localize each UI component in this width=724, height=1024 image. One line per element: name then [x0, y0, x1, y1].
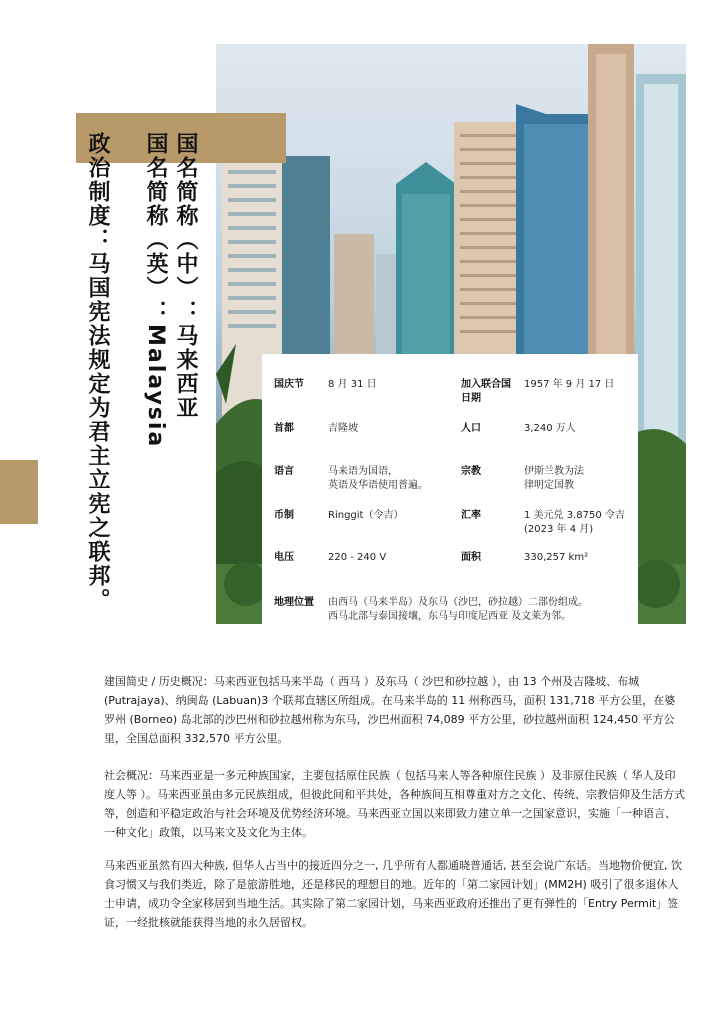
living-paragraph: 马来西亚虽然有四大种族, 但华人占当中的接近四分之一, 几乎所有人都通晓普通话, 甚至会说广东话。当地物价便宜, 饮食习惯又与我们类近，除了是旅游胜地，还是移民的理想目的地。近年的「第二家园计划」(MM2H) 吸引了很多退休人士申请，成功令全家移居到当地生活。其实除了第二家园计划，马来西亚政府还推出了更有弹性的「Entry Permit」签证，一经批核就能获得当地的永久居留权。 [104, 859, 682, 929]
country-name-english: 国名简称（英）：Malaysia [143, 132, 168, 449]
national-day-value: 8 月 31 日 [328, 379, 377, 390]
un-join-label: 加入联合国日期 [461, 379, 511, 404]
currency-label: 币制 [274, 510, 294, 521]
language-value-line2: 英语及华语使用普遍。 [328, 480, 428, 491]
capital-value: 吉隆坡 [328, 423, 358, 434]
capital-label: 首都 [274, 423, 294, 434]
currency-value: Ringgit（令吉） [328, 510, 404, 521]
area-value: 330,257 km² [524, 552, 589, 563]
society-paragraph: 社会概况：马来西亚是一多元种族国家，主要包括原住民族（ 包括马来人等各种原住民族 ）及非原住民族（ 华人及印度人等 ）。马来西亚虽由多元民族组成，但彼此间和平共处，各种族间互相尊重对方之文化、传统、宗教信仰及生活方式等，创造和平稳定政治与社会环境及优势经济环境。马来西亚立国以来即致力建立单一之国家意识，实施「一种语言、一种文化」政策，以马来文及文化为主体。 [104, 769, 685, 839]
un-join-value: 1957 年 9 月 17 日 [524, 379, 615, 390]
geography-label: 地理位置 [274, 597, 314, 608]
language-label: 语言 [274, 466, 294, 477]
political-system: 政治制度：马国宪法规定为君主立宪之联邦。 [85, 132, 110, 612]
geography-value-line1: 由西马（马来半岛）及东马（沙巴，砂拉越）二部份组成。 [328, 597, 588, 608]
language-value-line1: 马来语为国语， [328, 466, 398, 477]
population-value: 3,240 万人 [524, 423, 576, 434]
voltage-label: 电压 [274, 552, 294, 563]
population-label: 人口 [461, 423, 481, 434]
voltage-value: 220 - 240 V [328, 552, 387, 563]
religion-value-line1: 伊斯兰教为法 [524, 466, 584, 477]
history-paragraph: 建国简史 / 历史概况：马来西亚包括马来半岛（ 西马 ）及东马（ 沙巴和砂拉越 ），由 13 个州及吉隆坡、布城 (Putrajaya)、纳闽岛 (Labuan)3 个联邦直辖区所组成。在马来半岛的 11 州称西马，面积 131,718 平方公里，在婆罗州 (Borneo) 岛北部的沙巴州和砂拉越州称为东马，沙巴州面积 74,089 平方公里，砂拉越州面积 124,450 平方公里，全国总面积 332,570 平方公里。 [104, 675, 676, 745]
side-accent-block [0, 460, 38, 524]
exchange-label: 汇率 [461, 510, 481, 521]
country-name-chinese: 国名简称（中）：马来西亚 [173, 132, 198, 420]
exchange-value-line1: 1 美元兑 3.8750 令吉 [524, 510, 625, 521]
area-label: 面积 [461, 552, 481, 563]
national-day-label: 国庆节 [274, 379, 304, 390]
religion-label: 宗教 [461, 466, 481, 477]
geography-value-line2: 西马北部与泰国接壤，东马与印度尼西亚 及文莱为邻。 [328, 611, 572, 622]
country-info-card [262, 354, 638, 624]
exchange-value-line2: (2023 年 4 月) [524, 524, 594, 535]
religion-value-line2: 律明定国教 [524, 480, 574, 491]
